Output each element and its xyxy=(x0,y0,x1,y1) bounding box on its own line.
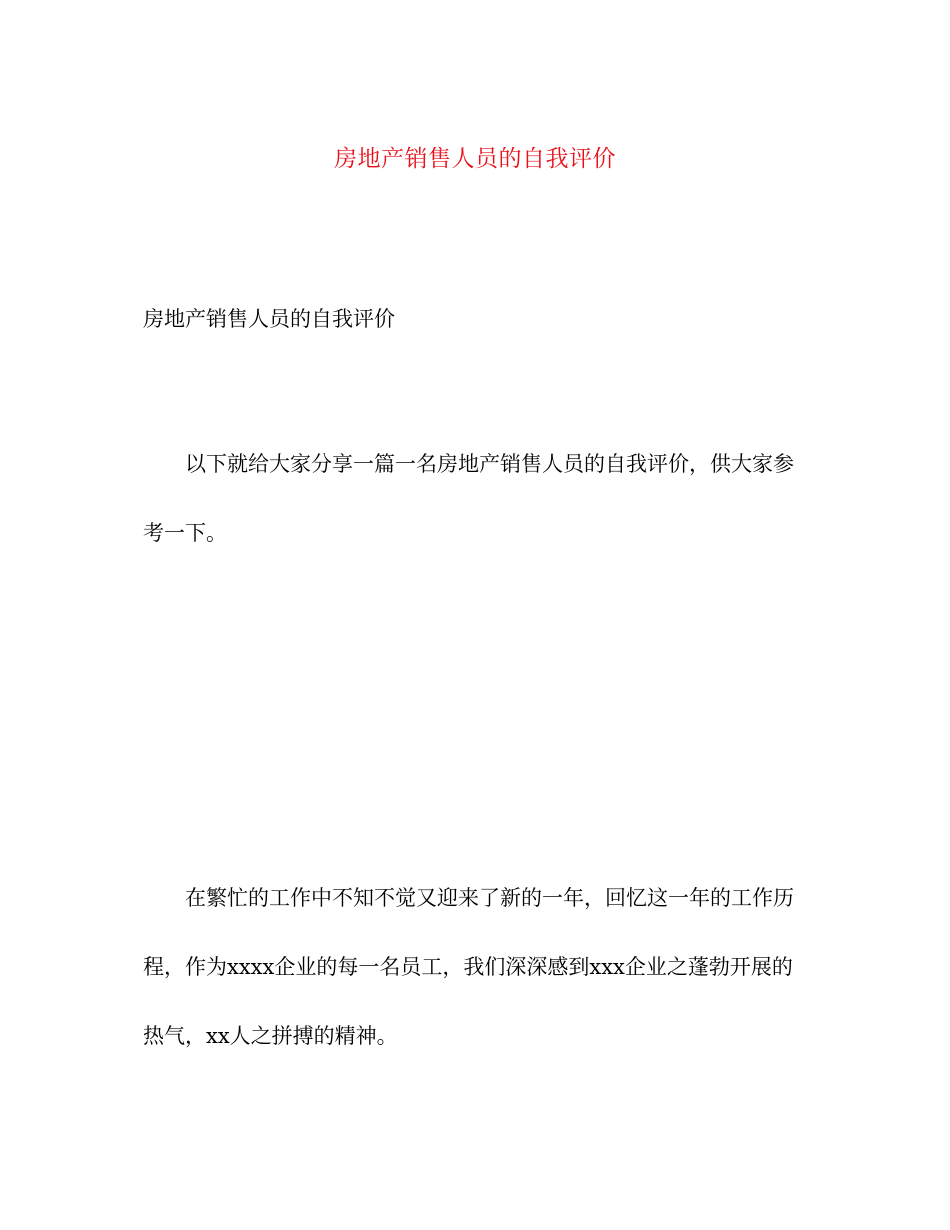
body-paragraph: 在繁忙的工作中不知不觉又迎来了新的一年，回忆这一年的工作历程，作为xxxx企业的每一名员工，我们深深感到xxx企业之蓬勃开展的热气，xx人之拼搏的精神。 xyxy=(143,886,794,1048)
intro-paragraph: 以下就给大家分享一篇一名房地产销售人员的自我评价，供大家参考一下。 xyxy=(143,452,794,545)
document-title: 房地产销售人员的自我评价 xyxy=(334,146,616,172)
document-subtitle: 房地产销售人员的自我评价 xyxy=(143,307,395,331)
